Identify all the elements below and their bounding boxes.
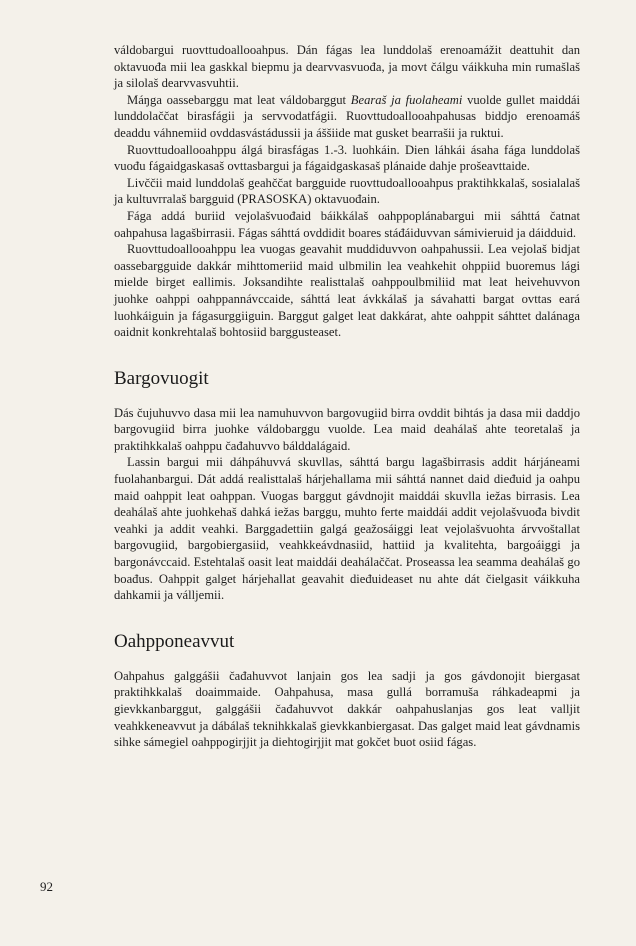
page-number: 92 [40, 879, 53, 894]
paragraph: Dás čujuhuvvo dasa mii lea namuhuvvon bargovugiid birra ovddit bihtás ja dasa mii daddjo bargovugiid birra juohke váldobarggu vuolde. Lea maid deahálaš ahte teoretalaš ja praktihkkalaš oahppu čađahuvvo bálddalágaid. [114, 405, 580, 453]
paragraph: Oahpahus galggášii čađahuvvot lanjain gos lea sadji ja gos gávdonojit biergasat praktihkkalaš doaimmaide. Oahpahusa, masa gullá borramuša ráhkadeapmi ja gievkkanbarggut, galggášii čađahuvvot dakkár oahpahuslanjas gos leat valljit veahkkeneavvut ja dábálaš teknihkkalaš gievkkanbiergasat. Das galget maid leat gávdnamis sihke sámegiel oahppogirjjit ja diehtogirjjit mat gokčet buot osiid fágas. [114, 668, 580, 750]
paragraph: váldobargui ruovttudoallooahpus. Dán fágas lea lunddolaš erenoamážit deattuhit dan oktavuođa mii lea gaskkal biepmu ja dearvvasvuođa, ja movt čálgu váikkuha min rumašlaš ja silolaš dearvvasvuhtii. [114, 43, 580, 91]
paragraph-text: vuolde gullet maiddái lunddolaččat birasfágii ja servvodatfágii. Ruovttudoallooahpahusas biddjo erenoamáš deaddu váhnemiid ovddasvástádussii ja áššiide mat gusket bearrašii ja ruktui. [114, 92, 581, 140]
paragraph: Fága addá buriid vejolašvuođaid báikkálaš oahppoplánabargui mii sáhttá čatnat oahpahusa lagašbirrasii. Fágas sáhttá ovddidit boares stáđáiduvvan sámivieruid ja dáidduid. [114, 208, 580, 240]
paragraph [114, 92, 580, 142]
paragraph: Lassin bargui mii dáhpáhuvvá skuvllas, sáhttá bargu lagašbirrasis addit hárjáneami fuolahanbargui. Dát addá realisttalaš hárjehallama mii sáhttá nannet daid dieđuid ja oahpu maid oahppit leat oahppan. Vuogas barggut gávdnojit maiddái skuvlla iežas birrasis. Lea deahálaš ahte juohkehaš dahká iežas barggu, muhto ferte maiddái addit vejolašvuođa bivdit veahki ja addit veahki. Barggadettiin galgá geažosáiggi leat vejolašvuohta árvvoštallat bargovugiid, bargobiergasiid, veahkkeávdnasiid, hattiid ja kvalitehta, bargoáiggi ja bargonávccaid. Estehtalaš oasit leat maiddái deahálaččat. Proseassa lea seamma deahálaš go boađus. Oahppit galget hárjehallat geavahit dieđuideaset nu ahte dát čielgasit váikkuha dahkamii ja válljemii. [114, 455, 580, 603]
paragraph: Livččii maid lunddolaš geahččat bargguide ruovttudoallooahpus praktihkkalaš, sosialalaš ja kultuvrralaš bargguid (PRASOSKA) oktavuođain. [114, 175, 580, 207]
section-heading-oahpponeavvut: Oahpponeavvut [114, 630, 235, 652]
section-heading-bargovuogit: Bargovuogit [114, 367, 209, 389]
italic-term: Bearaš ja fuolaheami [350, 92, 463, 107]
page-body [114, 42, 580, 751]
paragraph-text: Máŋga oassebarggu mat leat váldobarggut [127, 92, 351, 107]
paragraph: Ruovttudoallooahppu álgá birasfágas 1.-3. luohkáin. Dien láhkái ásaha fága lunddolaš vuođu fágaidgaskasaš ovttasbargui ja fágaidgaskasaš plánaide dahje prošeavttaide. [114, 142, 580, 174]
paragraph: Ruovttudoallooahppu lea vuogas geavahit muddiduvvon oahpahussii. Lea vejolaš bidjat oassebargguide dakkár mihttomeriid maid ulbmilin lea veahkehit ohppiid buoremus lági mielde birget eallimis. Joksandihte realisttalaš oahppoulbmiliid mat leat heivehuvvon juohke oahppi oahppannávccaide, sáhttá leat ávkkálaš ja sávahatti bargat ovttas eará luohkáiguin ja fágasurggiiguin. Barggut galget leat dakkárat, ahte oahppit sáhttet dalánaga oaidnit konkrehtalaš bohtosiid barggusteaset. [114, 242, 580, 340]
